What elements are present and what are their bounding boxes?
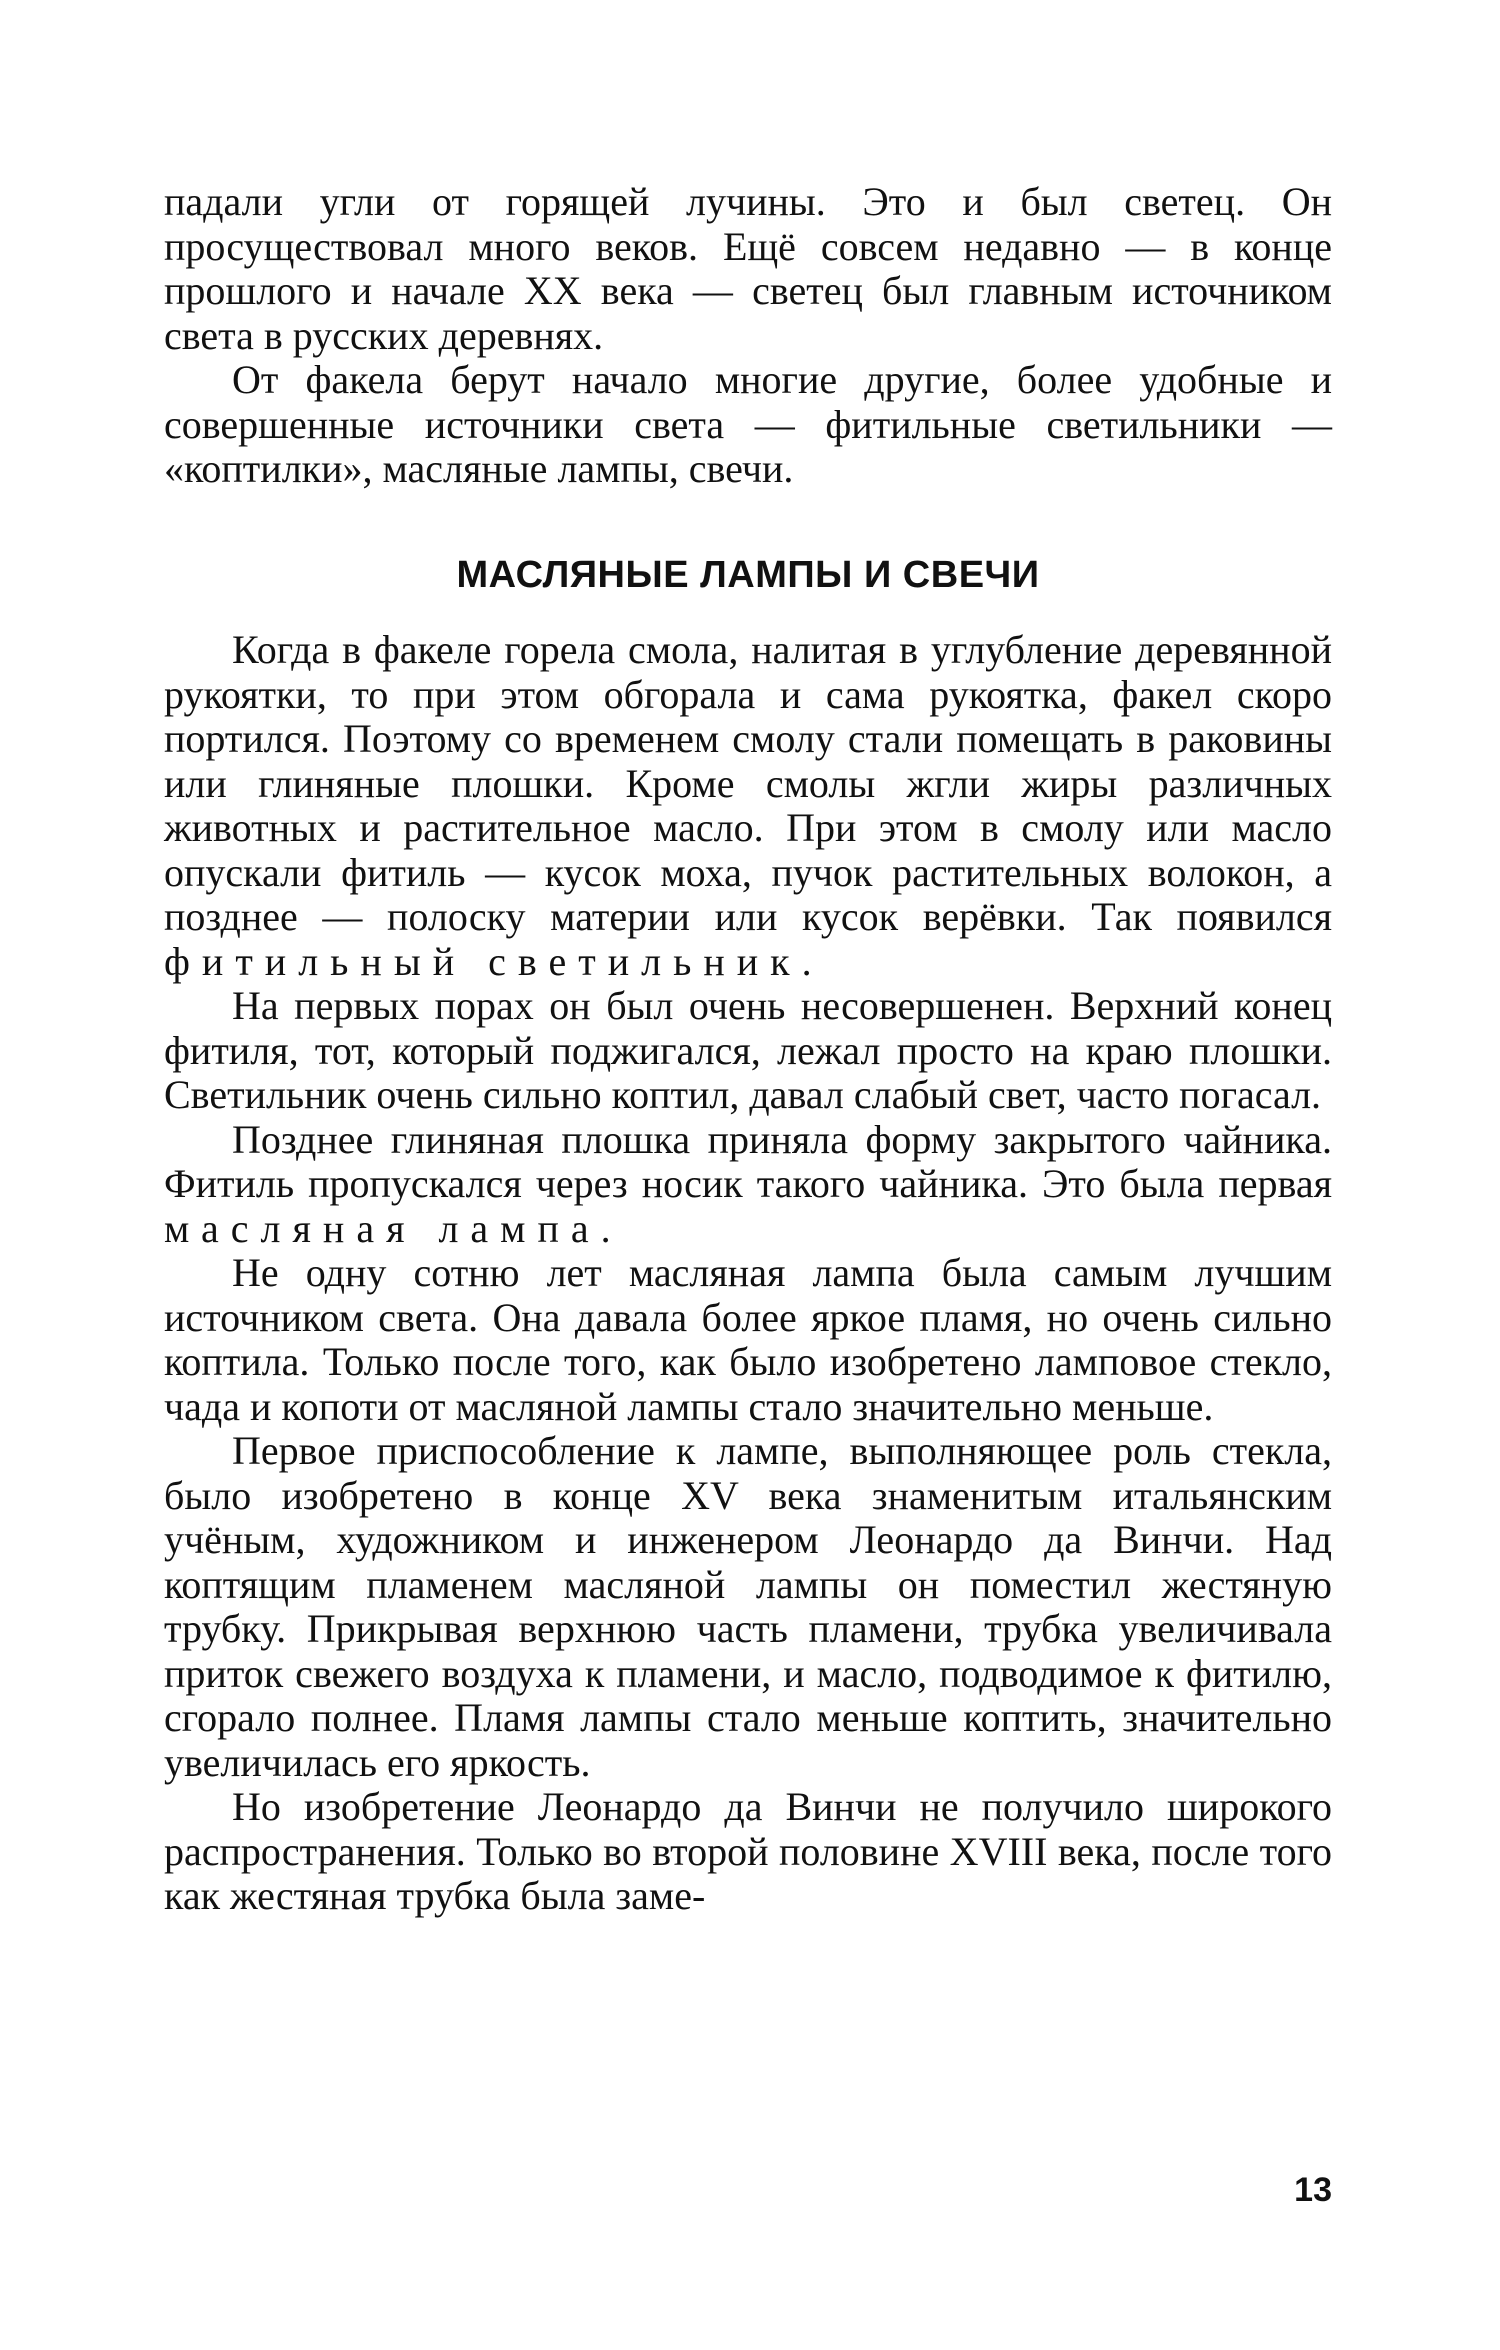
page-number: 13 (1294, 2171, 1332, 2209)
paragraph-leonardo: Первое приспособление к лампе, выполняющее роль стекла, было изобретено в конце XV века знаменитым итальянским учёным, художником и инженером Леонардо да Винчи. Над коптящим пламенем масляной лампы он поместил жестяную трубку. Прикрывая верхнюю часть пламени, трубка увеличивала приток свежего воздуха к пламени, и масло, подводимое к фитилю, сгорало полнее. Пламя лампы стало меньше коптить, значительно увеличилась его яркость. (164, 1428, 1332, 1785)
paragraph-end: . (600, 1205, 611, 1251)
paragraph-lamp-glass: Не одну сотню лет масляная лампа была самым лучшим источником света. Она давала более яркое пламя, но очень сильно коптила. Только после того, как было изобретено ламповое стекло, чада и копоти от масляной лампы стало значительно меньше. (164, 1250, 1332, 1429)
paragraph-text: Когда в факеле горела смола, налитая в углубление деревянной рукоятки, то при этом обгорала и сама рукоятка, факел скоро портился. Поэтому со временем смолу стали помещать в раковины или глиняные плошки. Кроме смолы жгли жиры различных животных и растительное масло. При этом в смолу или масло опускали фитиль — кусок моха, пучок растительных волокон, а позднее — полоску материи или кусок верёвки. Так появился (164, 627, 1332, 939)
paragraph-imperfect: На первых порах он был очень несовершенен. Верхний конец фитиля, тот, который поджигался, лежал просто на краю плошки. Светильник очень сильно коптил, давал слабый свет, часто погасал. (164, 983, 1332, 1117)
paragraph-end: . (801, 938, 812, 984)
section-heading: МАСЛЯНЫЕ ЛАМПЫ И СВЕЧИ (456, 554, 1040, 596)
paragraph-text: Позднее глиняная плошка приняла форму закрытого чайника. Фитиль пропускался через носик такого чайника. Это была первая (164, 1116, 1332, 1206)
paragraph-wick-lamp (164, 628, 1332, 984)
top-text-block (164, 180, 1332, 492)
section-text-block (164, 628, 1332, 1919)
paragraph-torch-origins: От факела берут начало многие другие, более удобные и совершенные источники света — фитильные светильники — «коптилки», масляные лампы, свечи. (164, 357, 1332, 491)
paragraph-eighteenth-century: Но изобретение Леонардо да Винчи не получило широкого распространения. Только во второй половине XVIII века, после того как жестяная трубка была заме- (164, 1784, 1332, 1918)
spaced-term: масляная лампа (164, 1205, 601, 1251)
spaced-term: фитильный светильник (164, 938, 802, 984)
paragraph-continued: падали угли от горящей лучины. Это и был светец. Он просуществовал много веков. Ещё совсем недавно — в конце прошлого и начале XX века — светец был главным источником света в русских деревнях. (164, 179, 1332, 358)
paragraph-oil-lamp (164, 1118, 1332, 1252)
